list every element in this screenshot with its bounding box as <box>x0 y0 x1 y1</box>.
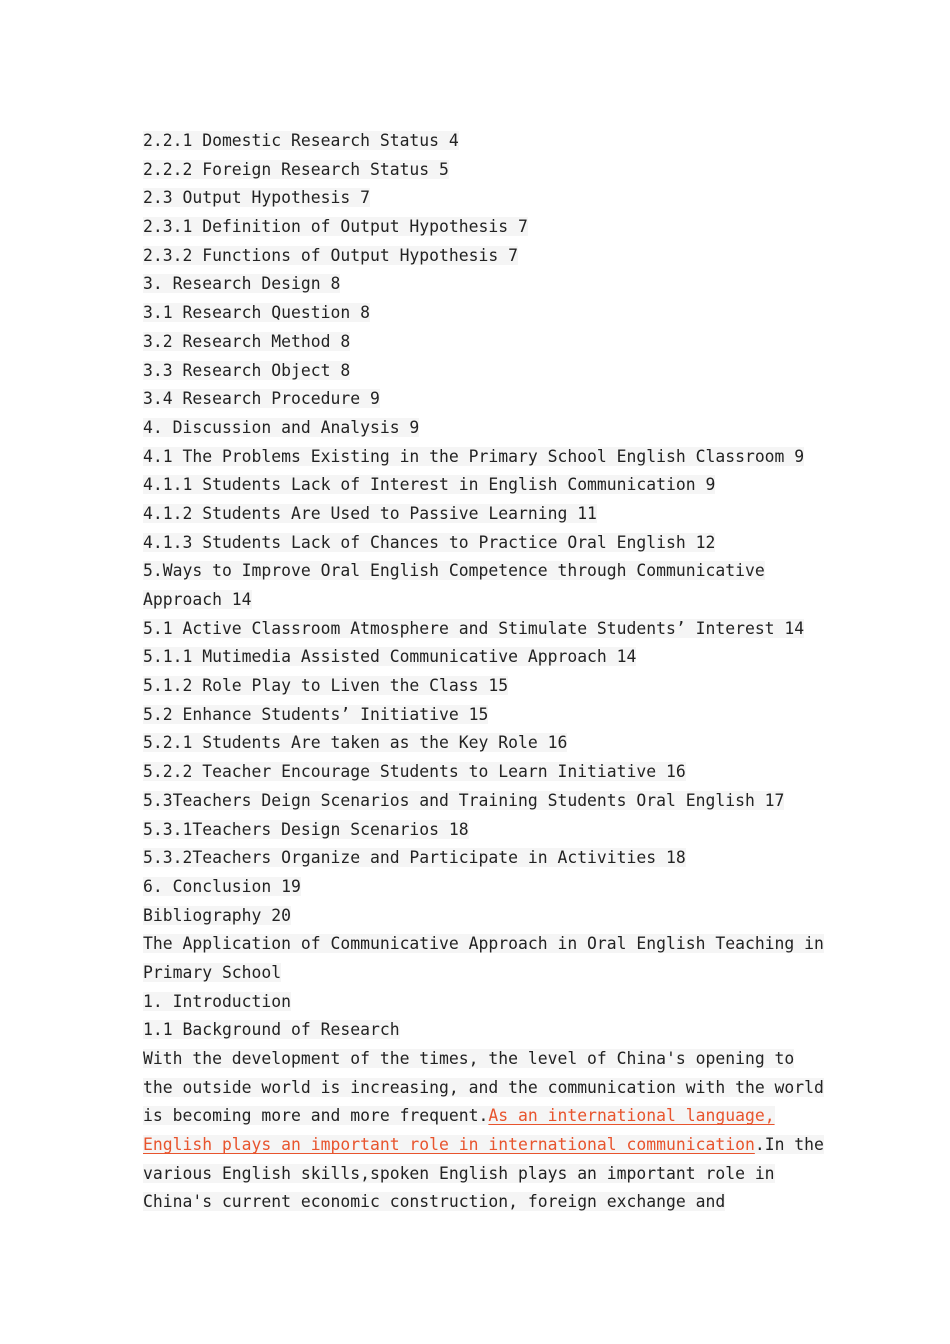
highlighted-sentence: English plays an important role in international communication <box>143 1135 755 1155</box>
paragraph-line: is becoming more and more frequent.As an international language, <box>143 1106 775 1126</box>
toc-entry: 2.3.2 Functions of Output Hypothesis 7 <box>143 245 518 265</box>
toc-entry: 4.1.1 Students Lack of Interest in English Communication 9 <box>143 475 716 495</box>
table-of-contents <box>143 127 813 930</box>
toc-entry: 5.1.2 Role Play to Liven the Class 15 <box>143 676 509 696</box>
document-page <box>143 127 824 1217</box>
toc-entry: 3.2 Research Method 8 <box>143 331 351 351</box>
toc-entry: 6. Conclusion 19 <box>143 876 301 896</box>
toc-entry: 5.Ways to Improve Oral English Competence through Communicative <box>143 561 765 581</box>
toc-entry: 5.1 Active Classroom Atmosphere and Stimulate Students’ Interest 14 <box>143 618 805 638</box>
toc-entry: 2.2.2 Foreign Research Status 5 <box>143 159 449 179</box>
toc-entry: 5.1.1 Mutimedia Assisted Communicative Approach 14 <box>143 647 637 667</box>
toc-entry: 4.1 The Problems Existing in the Primary School English Classroom 9 <box>143 446 805 466</box>
toc-entry: 5.2.2 Teacher Encourage Students to Learn Initiative 16 <box>143 762 686 782</box>
body-paragraph <box>143 1045 824 1217</box>
toc-entry: 2.3.1 Definition of Output Hypothesis 7 <box>143 217 528 237</box>
toc-entry: Bibliography 20 <box>143 905 292 925</box>
toc-entry: 5.3Teachers Deign Scenarios and Training Students Oral English 17 <box>143 790 785 810</box>
subsection-heading: 1.1 Background of Research <box>143 1020 400 1040</box>
paragraph-line: With the development of the times, the level of China's opening to <box>143 1049 795 1068</box>
toc-entry: 4.1.3 Students Lack of Chances to Practice Oral English 12 <box>143 532 716 552</box>
toc-entry: 3.3 Research Object 8 <box>143 360 351 380</box>
toc-entry: Approach 14 <box>143 590 252 609</box>
toc-entry: 5.2 Enhance Students’ Initiative 15 <box>143 704 489 724</box>
paragraph-line: various English skills,spoken English plays an important role in <box>143 1163 775 1183</box>
toc-entry: 4. Discussion and Analysis 9 <box>143 417 420 437</box>
toc-entry: 5.2.1 Students Are taken as the Key Role 16 <box>143 733 568 753</box>
toc-entry: 5.3.2Teachers Organize and Participate in Activities 18 <box>143 848 686 868</box>
paragraph-line: the outside world is increasing, and the communication with the world <box>143 1077 824 1097</box>
section-heading: 1. Introduction <box>143 991 292 1011</box>
toc-entry: 3. Research Design 8 <box>143 274 341 294</box>
toc-entry: 2.2.1 Domestic Research Status 4 <box>143 131 459 150</box>
toc-entry: 2.3 Output Hypothesis 7 <box>143 188 370 208</box>
toc-entry: 4.1.2 Students Are Used to Passive Learning 11 <box>143 503 597 523</box>
paper-title-line-1: The Application of Communicative Approach in Oral English Teaching in <box>143 934 824 954</box>
toc-entry: 3.4 Research Procedure 9 <box>143 389 380 409</box>
paragraph-line: English plays an important role in international communication.In the <box>143 1135 824 1155</box>
paragraph-line: China's current economic construction, foreign exchange and <box>143 1192 726 1212</box>
toc-entry: 3.1 Research Question 8 <box>143 303 370 323</box>
toc-entry: 5.3.1Teachers Design Scenarios 18 <box>143 819 469 839</box>
highlighted-sentence: As an international language, <box>488 1106 775 1126</box>
paper-title-line-2: Primary School <box>143 962 282 982</box>
